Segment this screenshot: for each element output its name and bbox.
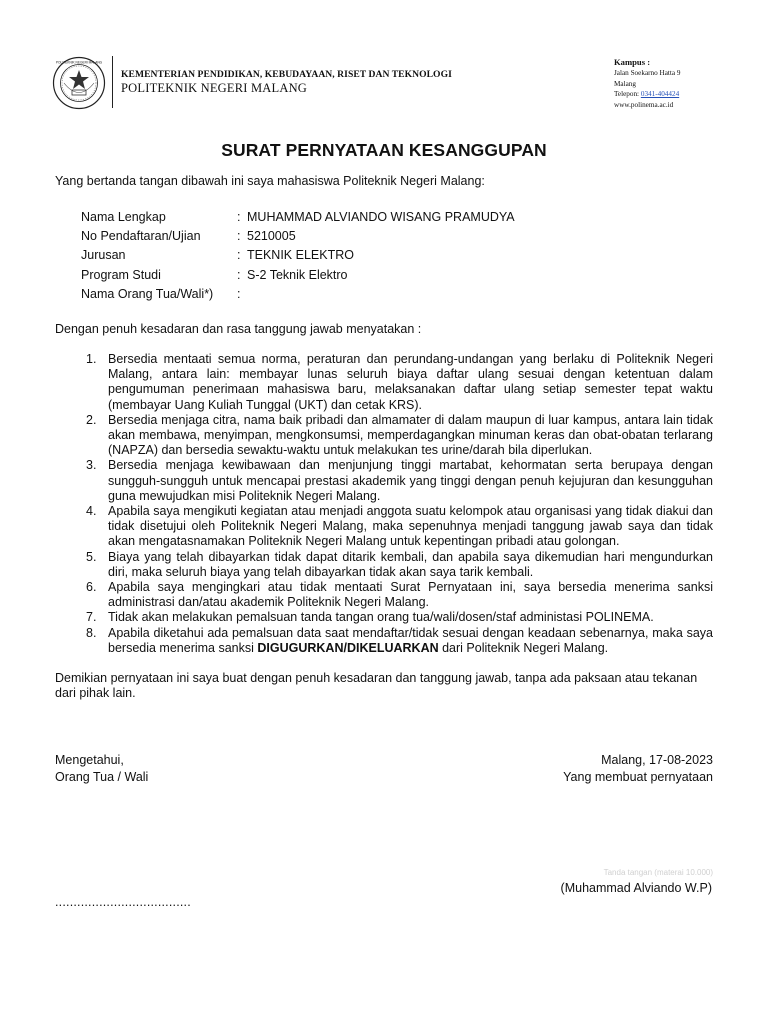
list-item: [86, 625, 713, 656]
statement-list: [86, 352, 713, 656]
place-date: Malang, 17-08-2023: [601, 753, 713, 767]
identity-separator: :: [237, 286, 241, 301]
list-item: [86, 458, 713, 504]
item-text: Apabila saya mengingkari atau tidak mentaati Surat Pernyataan ini, saya bersedia menerima sanksi administrasi dan/atau akademik Politeknik Negeri Malang.: [108, 580, 713, 610]
item-text: Apabila diketahui ada pemalsuan data saat mendaftar/tidak sesuai dengan keadaan sebenarnya, maka saya bersedia menerima sanksi: [108, 625, 713, 655]
identity-row: [81, 229, 515, 248]
list-item: [86, 580, 713, 610]
item-number: 7.: [86, 610, 97, 625]
polinema-logo-icon: [52, 56, 106, 110]
ministry-name: KEMENTERIAN PENDIDIKAN, KEBUDAYAAN, RISET DAN TEKNOLOGI: [121, 69, 452, 80]
campus-phone: [614, 89, 680, 100]
campus-city: Malang: [614, 79, 636, 88]
maker-signature-block: [563, 752, 713, 785]
identity-separator: :: [237, 229, 241, 244]
list-item: [86, 352, 713, 413]
letterhead-divider: [112, 56, 113, 108]
logo-text: POLITEKNIK NEGERI MALANG: [55, 60, 103, 65]
list-item: [86, 412, 713, 459]
identity-label: Nama Lengkap: [81, 210, 166, 224]
item-text: Bersedia menjaga citra, nama baik pribadi dan almamater di dalam maupun di luar kampus, antara lain tidak akan membawa, menyimpan, mengkonsumsi, memperdagangkan minuman keras dan obat-obatan terlarang (NAPZA) dan bersedia sewaktu-waktu untuk melakukan tes urine/darah bila diperlukan.: [108, 412, 713, 458]
identity-value: [247, 287, 515, 306]
identity-row: [81, 210, 515, 229]
identity-row: [81, 268, 515, 287]
maker-label: Yang membuat pernyataan: [563, 769, 713, 784]
document-title: SURAT PERNYATAAN KESANGGUPAN: [221, 140, 547, 160]
identity-table: [81, 210, 515, 306]
identity-value: S-2 Teknik Elektro: [247, 267, 348, 282]
item-number: 1.: [86, 352, 97, 366]
identity-value: TEKNIK ELEKTRO: [247, 248, 354, 263]
closing-statement: Demikian pernyataan ini saya buat dengan penuh kesadaran dan tanggung jawab, tanpa ada paksaan atau tekanan dari pihak lain.: [55, 671, 698, 701]
list-item: [86, 549, 713, 580]
identity-separator: :: [237, 267, 241, 282]
identity-label: Nama Orang Tua/Wali*): [81, 286, 214, 301]
campus-website: www.polinema.ac.id: [614, 100, 674, 109]
signer-name: (Muhammad Alviando W.P): [560, 881, 712, 895]
campus-info: [614, 56, 680, 110]
item-text: Biaya yang telah dibayarkan tidak dapat ditarik kembali, dan apabila saya dikemudian hari mengundurkan diri, maka seluruh biaya yang telah dibayarkan tidak akan saya tarik kembali.: [108, 549, 713, 579]
list-item: [86, 504, 713, 550]
sanction-emphasis: DIGUGURKAN/DIKELUARKAN: [257, 640, 439, 655]
identity-label: No Pendaftaran/Ujian: [81, 229, 201, 244]
identity-label: Jurusan: [81, 248, 126, 263]
phone-link[interactable]: 0341-404424: [640, 90, 680, 98]
identity-label: Program Studi: [81, 267, 161, 282]
campus-address: Jalan Soekarno Hatta 9: [614, 69, 681, 77]
campus-label: Kampus :: [614, 57, 651, 67]
identity-row: [81, 287, 515, 306]
identity-separator: :: [237, 210, 241, 224]
stamp-placeholder: Tanda tangan (materai 10.000): [603, 868, 713, 877]
item-text: Bersedia mentaati semua norma, peraturan dan perundang-undangan yang berlaku di Politeknik Negeri Malang, antara lain: membayar lunas seluruh biaya daftar ulang sesuai dengan ketentuan dalam pengumuman penerimaan mahasiswa baru, melaksanakan daftar ulang setiap semester tepat waktu (membayar Uang Kuliah Tunggal (UKT) dan cetak KRS).: [108, 352, 713, 412]
item-number: 8.: [86, 625, 97, 640]
guardian-signature-block: [55, 752, 148, 785]
phone-label: Telepon:: [614, 90, 640, 98]
identity-separator: :: [237, 248, 241, 263]
item-text: Apabila saya mengikuti kegiatan atau menjadi anggota suatu kelompok atau organisasi yang tidak diakui dan tidak disetujui oleh Politeknik Negeri Malang, maka sepenuhnya menjadi tanggung jawab saya dan tidak akan mengatasnamakan Politeknik Negeri Malang untuk kepentingan pribadi atau golongan.: [108, 504, 713, 549]
item-number: 3.: [86, 458, 97, 473]
item-number: 6.: [86, 580, 97, 595]
item-number: 4.: [86, 504, 97, 519]
item-number: 2.: [86, 412, 97, 427]
institution-name: POLITEKNIK NEGERI MALANG: [121, 81, 308, 95]
item-text: Tidak akan melakukan pemalsuan tanda tangan orang tua/wali/dosen/staf administasi POLINEMA.: [108, 610, 654, 625]
list-item: [86, 610, 713, 625]
item-number: 5.: [86, 549, 97, 564]
intro-text: Yang bertanda tangan dibawah ini saya mahasiswa Politeknik Negeri Malang:: [55, 174, 485, 188]
guardian-label: Orang Tua / Wali: [55, 769, 149, 784]
guardian-name-line: .....................................: [55, 895, 191, 909]
declaration-lead: Dengan penuh kesadaran dan rasa tanggung jawab menyatakan :: [55, 322, 422, 336]
item-text: Bersedia menjaga kewibawaan dan menjunjung tinggi martabat, kehormatan serta berupaya dengan sungguh-sungguh untuk mencapai prestasi akademik yang tinggi dengan penuh kejujuran dan kesungguhan guna mewujudkan misi Politeknik Negeri Malang.: [108, 458, 713, 503]
item-text-tail: dari Politeknik Negeri Malang.: [438, 640, 609, 655]
acknowledged-label: Mengetahui,: [55, 753, 124, 767]
identity-value: MUHAMMAD ALVIANDO WISANG PRAMUDYA: [247, 210, 515, 224]
identity-row: [81, 248, 515, 267]
identity-value: 5210005: [247, 229, 296, 244]
